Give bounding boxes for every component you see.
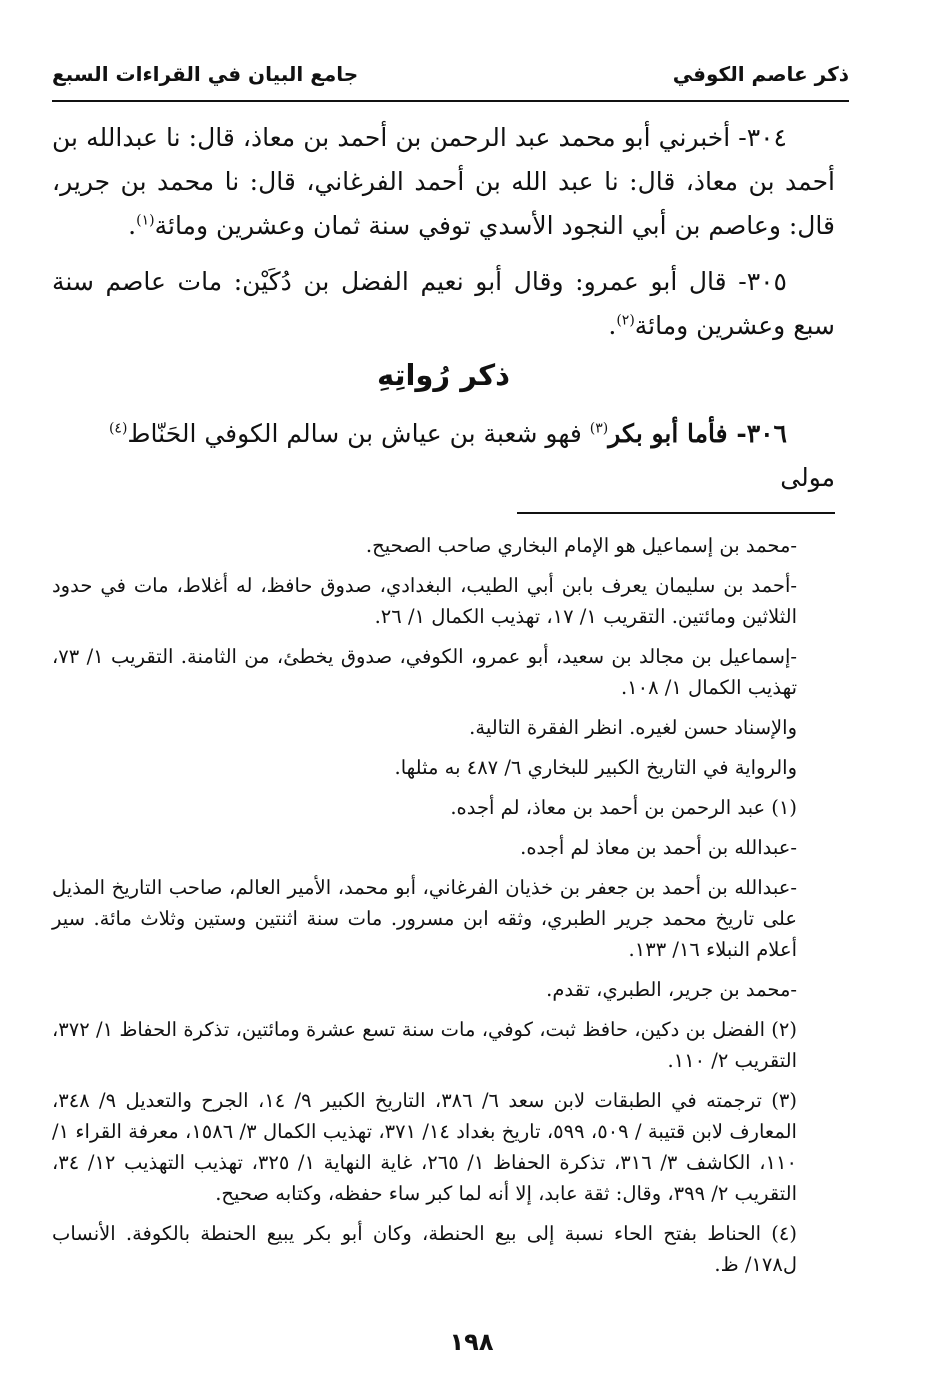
footnote-line: -عبدالله بن أحمد بن جعفر بن خذيان الفرغاني، أبو محمد، الأمير العالم، صاحب التاريخ المذيل على تاريخ محمد جرير الطبري، وثقه ابن مسرور. مات سنة اثنتين وستين وثلاث مائة. سير أعلام النبلاء ١٦/ ١٣٣. (52, 876, 797, 961)
footnote-4: (٤) الحناط بفتح الحاء نسبة إلى بيع الحنطة، وكان أبو بكر يبيع الحنطة بالكوفة. الأنساب ل١٧٨/ ظ. (52, 1222, 797, 1276)
footnote-ref-4: (٤) (108, 420, 128, 437)
footnote-line: -أحمد بن سليمان يعرف بابن أبي الطيب، البغدادي، صدوق حافظ، له أغلاط، مات في حدود الثلاثين ومائتين. التقريب ١/ ١٧، تهذيب الكمال ١/ ٢٦. (52, 574, 797, 628)
paragraph-306 (52, 412, 835, 500)
header-chapter-title: ذكر عاصم الكوفي (672, 62, 849, 86)
footnote-line: والرواية في التاريخ الكبير للبخاري ٦/ ٤٨٧ به مثلها. (394, 756, 797, 779)
main-text (52, 116, 835, 360)
footnote-line: -محمد بن إسماعيل هو الإمام البخاري صاحب الصحيح. (365, 534, 797, 557)
footnote-line: -عبدالله بن أحمد بن معاذ لم أجده. (520, 836, 797, 859)
running-header (52, 62, 849, 96)
footnote-1: (١) عبد الرحمن بن أحمد بن معاذ، لم أجده. (450, 796, 797, 819)
paragraph-304 (52, 116, 835, 248)
footnote-divider (517, 512, 835, 514)
footnote-ref-3: (٣) (589, 420, 609, 437)
paragraph-305 (52, 260, 835, 348)
footnote-2: (٢) الفضل بن دكين، حافظ ثبت، كوفي، مات سنة تسع عشرة ومائتين، تذكرة الحفاظ ١/ ٣٧٢، التقريب ٢/ ١١٠. (52, 1018, 797, 1072)
paragraph-306-text: فهو شعبة بن عياش بن سالم الكوفي الحَنّاط (127, 419, 590, 448)
paragraph-306-lead: ٣٠٦- فأما أبو بكر (608, 419, 787, 448)
footnote-ref-1: (١) (136, 212, 155, 229)
page-number: ١٩٨ (449, 1328, 494, 1356)
footnote-line: -محمد بن جرير، الطبري، تقدم. (546, 978, 797, 1001)
paragraph-305-text: ٣٠٥- قال أبو عمرو: وقال أبو نعيم الفضل بن دُكَيْن: مات عاصم سنة سبع وعشرين ومائة (52, 267, 835, 340)
paragraph-306-tail: مولى (780, 463, 835, 492)
footnote-line: والإسناد حسن لغيره. انظر الفقرة التالية. (469, 716, 797, 739)
footnote-line: -إسماعيل بن مجالد بن سعيد، أبو عمرو، الكوفي، صدوق يخطئ، من الثامنة. التقريب ١/ ٧٣، تهذيب الكمال ١/ ١٠٨. (52, 645, 797, 699)
section-heading: ذكر رُواتِهِ (376, 358, 511, 392)
footnote-3: (٣) ترجمته في الطبقات لابن سعد ٦/ ٣٨٦، التاريخ الكبير ٩/ ١٤، الجرح والتعديل ٩/ ٣٤٨، المعارف لابن قتيبة / ٥٠٩، ٥٩٩، تاريخ بغداد ١٤/ ٣٧١، تهذيب الكمال ٣/ ١٥٨٦، معرفة القراء ١/ ١١٠، الكاشف ٣/ ٣١٦، تذكرة الحفاظ ١/ ٢٦٥، غاية النهاية ١/ ٣٢٥، تهذيب التهذيب ١٢/ ٣٤، التقريب ٢/ ٣٩٩، وقال: ثقة عابد، إلا أنه لما كبر ساء حفظه، وكتابه صحيح. (52, 1089, 797, 1205)
header-book-title: جامع البيان في القراءات السبع (52, 62, 359, 86)
paragraph-304-text: ٣٠٤- أخبرني أبو محمد عبد الرحمن بن أحمد بن معاذ، قال: نا عبدالله بن أحمد بن معاذ، قال: نا عبد الله بن أحمد الفرغاني، قال: نا محمد بن جرير، قال: وعاصم بن أبي النجود الأسدي توفي سنة ثمان وعشرين ومائة (52, 123, 835, 240)
footnote-ref-2: (٢) (616, 312, 635, 329)
header-divider (52, 100, 849, 102)
paragraph-305-end: . (608, 311, 617, 340)
paragraph-304-end: . (128, 211, 137, 240)
footnotes (52, 530, 797, 1289)
